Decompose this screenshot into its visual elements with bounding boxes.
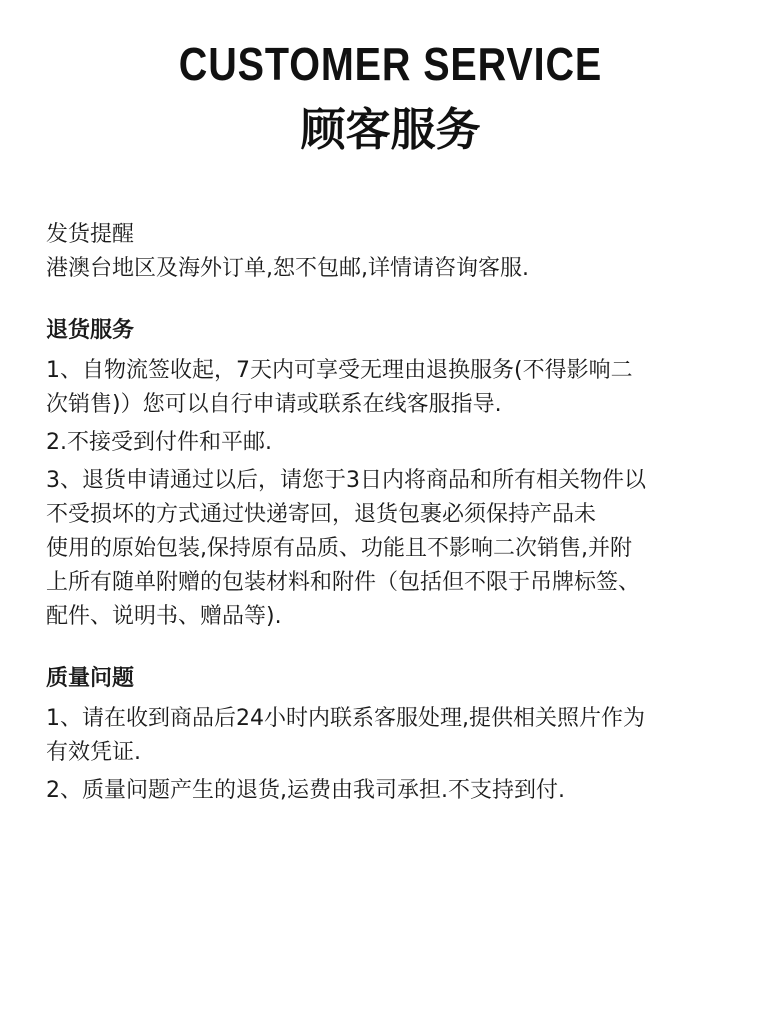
return-service-item-line: 上所有随单附赠的包装材料和附件（包括但不限于吊牌标签、: [46, 570, 641, 595]
shipping-notice-section: [46, 218, 746, 286]
page-title-english: CUSTOMER SERVICE: [178, 38, 603, 90]
return-service-item: [46, 354, 746, 422]
content-body: [46, 218, 746, 808]
shipping-notice-heading: 发货提醒: [46, 222, 135, 247]
quality-issues-item: [46, 702, 746, 770]
return-service-item-line: 次销售)）您可以自行申请或联系在线客服指导.: [46, 392, 502, 417]
quality-issues-item: [46, 774, 746, 808]
quality-issues-item-line: 有效凭证.: [46, 740, 141, 765]
return-service-item-line: 使用的原始包装,保持原有品质、功能且不影响二次销售,并附: [46, 536, 632, 561]
quality-issues-item-line: 1、请在收到商品后24小时内联系客服处理,提供相关照片作为: [46, 706, 645, 731]
shipping-notice-text: 港澳台地区及海外订单,恕不包邮,详情请咨询客服.: [46, 256, 529, 281]
return-service-section: [46, 314, 746, 634]
return-service-item: [46, 426, 746, 460]
return-service-item-line: 配件、说明书、赠品等).: [46, 604, 282, 629]
return-service-item-line: 2.不接受到付件和平邮.: [46, 430, 272, 455]
return-service-item-line: 不受损坏的方式通过快递寄回，退货包裹必须保持产品未: [46, 502, 597, 527]
return-service-item-line: 1、自物流签收起，7天内可享受无理由退换服务(不得影响二: [46, 358, 633, 383]
return-service-heading: 退货服务: [46, 318, 135, 343]
return-service-item: [46, 464, 746, 634]
quality-issues-heading: 质量问题: [46, 666, 135, 691]
page-title-chinese: 顾客服务: [300, 103, 481, 156]
quality-issues-item-line: 2、质量问题产生的退货,运费由我司承担.不支持到付.: [46, 778, 565, 803]
return-service-item-line: 3、退货申请通过以后，请您于3日内将商品和所有相关物件以: [46, 468, 646, 493]
quality-issues-section: [46, 662, 746, 808]
